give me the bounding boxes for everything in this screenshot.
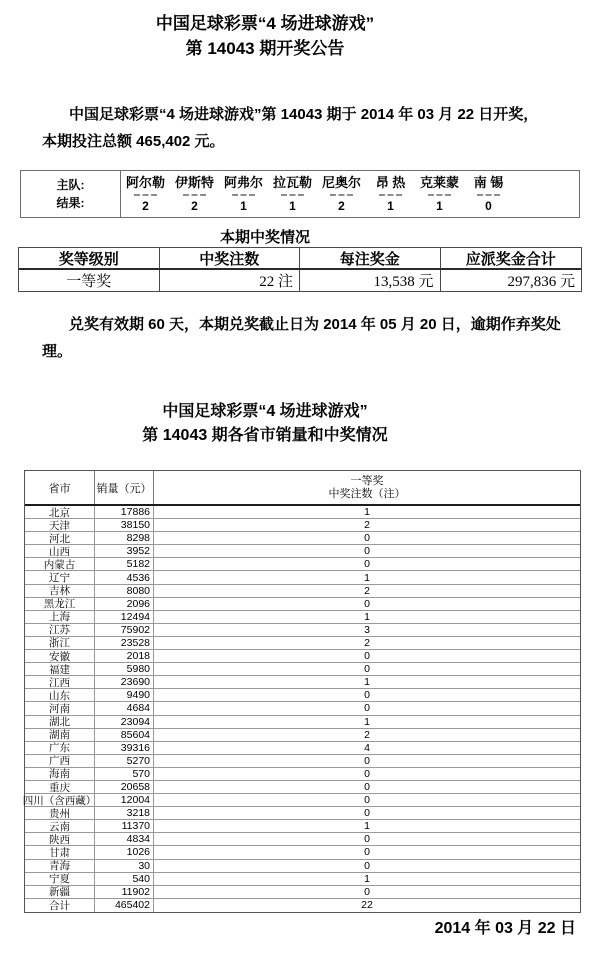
province-sales: 3218 [95, 807, 154, 819]
province-sales: 8298 [95, 532, 154, 544]
province-name: 吉林 [25, 585, 95, 597]
province-row [22, 794, 580, 807]
home-team-name: 拉瓦勒 [272, 175, 312, 190]
province-sales: 3952 [95, 545, 154, 557]
document-title [0, 11, 600, 61]
province-row [25, 663, 580, 676]
dash-separator [428, 194, 451, 196]
match-grid [121, 171, 513, 217]
prize-table-header-row [19, 248, 581, 270]
province-sales: 5980 [95, 663, 154, 675]
match-result: 1 [387, 199, 394, 213]
province-row [25, 676, 580, 689]
match-cell [121, 175, 170, 217]
dash-separator [379, 194, 402, 196]
province-row [25, 519, 580, 532]
province-row [25, 689, 580, 702]
province-name: 河南 [25, 702, 95, 714]
province-row [25, 742, 580, 755]
match-cell [170, 175, 219, 217]
province-sales: 11902 [95, 886, 154, 898]
province-sales: 5182 [95, 558, 154, 570]
province-prize-count: 0 [364, 846, 370, 859]
match-cell [415, 175, 464, 217]
prize-per-bet-value: 13,538 元 [300, 270, 441, 291]
province-table-body [22, 506, 580, 912]
province-row [25, 702, 580, 715]
province-prize-count: 2 [364, 584, 370, 597]
province-sales: 23690 [95, 676, 154, 688]
intro-paragraph [42, 101, 539, 155]
match-result: 1 [240, 199, 247, 213]
match-table-labels [21, 171, 121, 217]
province-name: 湖北 [25, 716, 95, 728]
province-prize-count: 1 [364, 715, 370, 728]
province-sales: 4684 [95, 702, 154, 714]
province-prize-count: 1 [364, 571, 370, 584]
match-result: 1 [289, 199, 296, 213]
prize-summary-table [18, 247, 582, 292]
province-name: 陕西 [25, 833, 95, 845]
home-team-name: 伊斯特 [174, 175, 214, 190]
prize-per-bet-header: 每注奖金 [300, 248, 441, 268]
province-name: 新疆 [25, 886, 95, 898]
prize-column-header-line1: 一等奖 [350, 474, 384, 487]
redeem-line2: 理。 [42, 343, 73, 360]
province-name: 海南 [25, 768, 95, 780]
province-row [25, 833, 580, 846]
prize-level-header: 奖等级别 [19, 248, 160, 268]
province-row [25, 873, 580, 886]
province-name: 北京 [25, 506, 95, 518]
province-name: 河北 [25, 532, 95, 544]
match-cell [366, 175, 415, 217]
home-team-name: 阿尔勒 [125, 175, 165, 190]
province-column-header: 省市 [25, 471, 95, 504]
sales-column-header: 销量（元） [95, 471, 154, 504]
province-prize-count: 3 [364, 623, 370, 636]
intro-line1: 中国足球彩票“4 场进球游戏”第 14043 期于 2014 年 03 月 22 日开奖， [69, 106, 539, 123]
province-sales: 5270 [95, 755, 154, 767]
province-row [25, 650, 580, 663]
province-prize-count: 0 [364, 781, 370, 794]
province-sales: 465402 [95, 899, 154, 912]
province-row [25, 807, 580, 820]
dash-separator [134, 194, 157, 196]
province-prize-count: 0 [364, 833, 370, 846]
province-prize-count: 1 [364, 872, 370, 885]
prize-section-title: 本期中奖情况 [219, 229, 310, 246]
province-prize-count: 22 [361, 899, 373, 912]
dash-separator [183, 194, 206, 196]
match-cell [464, 175, 513, 217]
document-title-line2: 第 14043 期开奖公告 [185, 39, 345, 58]
province-prize-count: 0 [364, 663, 370, 676]
province-row [25, 558, 580, 571]
province-name: 安徽 [25, 650, 95, 662]
province-prize-count: 0 [364, 754, 370, 767]
province-name: 云南 [25, 820, 95, 832]
province-row [25, 860, 580, 873]
province-sales: 85604 [95, 729, 154, 741]
home-team-name: 南 锡 [473, 175, 504, 190]
province-name: 宁夏 [25, 873, 95, 885]
province-prize-count: 0 [364, 885, 370, 898]
province-sales: 2096 [95, 598, 154, 610]
province-name: 广西 [25, 755, 95, 767]
home-team-label: 主队: [56, 178, 85, 192]
prize-level-value: 一等奖 [19, 270, 160, 291]
match-result: 1 [436, 199, 443, 213]
intro-line2: 本期投注总额 465,402 元。 [42, 133, 225, 150]
province-row [25, 768, 580, 781]
prize-count-header: 中奖注数 [160, 248, 301, 268]
redeem-paragraph [42, 311, 561, 365]
province-prize-count: 1 [364, 610, 370, 623]
province-name: 山西 [25, 545, 95, 557]
province-sales: 570 [95, 768, 154, 780]
province-row [25, 611, 580, 624]
province-row [25, 886, 580, 899]
province-prize-count: 1 [364, 676, 370, 689]
province-name: 江苏 [25, 624, 95, 636]
province-sales: 38150 [95, 519, 154, 531]
match-result: 2 [142, 199, 149, 213]
province-section-title-line2: 第 14043 期各省市销量和中奖情况 [142, 427, 388, 444]
province-row [25, 585, 580, 598]
province-name: 广东 [25, 742, 95, 754]
province-name: 山东 [25, 689, 95, 701]
match-cell [268, 175, 317, 217]
province-sales: 2018 [95, 650, 154, 662]
province-sales: 12004 [95, 794, 154, 806]
prize-total-header: 应派奖金合计 [465, 251, 556, 268]
province-row [25, 716, 580, 729]
home-team-name: 阿弗尔 [223, 175, 263, 190]
match-result: 2 [338, 199, 345, 213]
province-name: 湖南 [25, 729, 95, 741]
province-name: 四川（含西藏） [22, 794, 97, 807]
document-title-line1: 中国足球彩票“4 场进球游戏” [155, 14, 375, 33]
province-name: 甘肃 [25, 846, 95, 858]
province-name: 江西 [25, 676, 95, 688]
province-name: 上海 [25, 611, 95, 623]
match-result: 2 [191, 199, 198, 213]
province-name: 浙江 [25, 637, 95, 649]
province-sales: 75902 [95, 624, 154, 636]
dash-separator [232, 194, 255, 196]
province-prize-count: 1 [364, 820, 370, 833]
province-row [25, 506, 580, 519]
province-sales: 23528 [95, 637, 154, 649]
province-prize-count: 0 [364, 767, 370, 780]
province-row [25, 899, 580, 912]
province-table-header [25, 471, 580, 506]
province-row [25, 637, 580, 650]
province-sales: 540 [95, 873, 154, 885]
province-name: 青海 [25, 860, 95, 872]
province-sales: 1026 [95, 846, 154, 858]
prize-count-value: 22 注 [160, 270, 301, 291]
match-cell [219, 175, 268, 217]
province-prize-count: 2 [364, 519, 370, 532]
province-row [25, 624, 580, 637]
province-prize-count: 0 [364, 650, 370, 663]
province-row [25, 729, 580, 742]
province-prize-count: 2 [364, 636, 370, 649]
province-section-title-line1: 中国足球彩票“4 场进球游戏” [162, 403, 368, 420]
province-sales: 4536 [95, 571, 154, 583]
province-sales: 20658 [95, 781, 154, 793]
province-sales-table [24, 470, 581, 913]
province-name: 合计 [25, 899, 95, 912]
province-name: 福建 [25, 663, 95, 675]
province-row [25, 781, 580, 794]
match-cell [317, 175, 366, 217]
match-results-table [20, 170, 580, 218]
province-row [25, 545, 580, 558]
province-sales: 11370 [95, 820, 154, 832]
province-row [25, 598, 580, 611]
province-name: 重庆 [25, 781, 95, 793]
province-section-title [0, 400, 600, 448]
dash-separator [477, 194, 500, 196]
province-sales: 9490 [95, 689, 154, 701]
province-name: 辽宁 [25, 571, 95, 583]
province-row [25, 846, 580, 859]
footer-date: 2014 年 03 月 22 日 [434, 920, 576, 937]
province-prize-count: 0 [364, 702, 370, 715]
match-result: 0 [485, 199, 492, 213]
province-sales: 4834 [95, 833, 154, 845]
prize-column-header-line2: 中奖注数（注） [328, 487, 406, 500]
province-prize-count: 0 [364, 689, 370, 702]
province-name: 天津 [25, 519, 95, 531]
province-sales: 17886 [95, 506, 154, 518]
province-prize-count: 2 [364, 728, 370, 741]
province-prize-count: 0 [364, 545, 370, 558]
province-name: 内蒙古 [25, 558, 95, 570]
redeem-line1: 兑奖有效期 60 天，本期兑奖截止日为 2014 年 05 月 20 日，逾期作弃奖处 [69, 316, 561, 333]
province-prize-count: 1 [364, 506, 370, 519]
home-team-name: 克莱蒙 [419, 175, 459, 190]
province-name: 贵州 [25, 807, 95, 819]
prize-table-data-row [19, 270, 581, 291]
province-sales: 30 [95, 860, 154, 872]
province-row [25, 571, 580, 584]
province-sales: 8080 [95, 585, 154, 597]
province-prize-count: 0 [364, 597, 370, 610]
province-sales: 12494 [95, 611, 154, 623]
province-prize-count: 0 [364, 794, 370, 807]
province-prize-count: 0 [364, 807, 370, 820]
province-prize-count: 0 [364, 532, 370, 545]
home-team-name: 尼奥尔 [321, 175, 361, 190]
province-sales: 39316 [95, 742, 154, 754]
dash-separator [330, 194, 353, 196]
province-row [25, 820, 580, 833]
province-prize-count: 0 [364, 859, 370, 872]
province-name: 黑龙江 [25, 598, 95, 610]
province-row [25, 755, 580, 768]
province-sales: 23094 [95, 716, 154, 728]
prize-column-header [154, 471, 580, 504]
province-row [25, 532, 580, 545]
prize-total-value: 297,836 元 [507, 274, 575, 290]
province-prize-count: 4 [364, 741, 370, 754]
home-team-name: 昂 热 [375, 175, 406, 190]
province-prize-count: 0 [364, 558, 370, 571]
result-label: 结果: [56, 196, 85, 210]
dash-separator [281, 194, 304, 196]
